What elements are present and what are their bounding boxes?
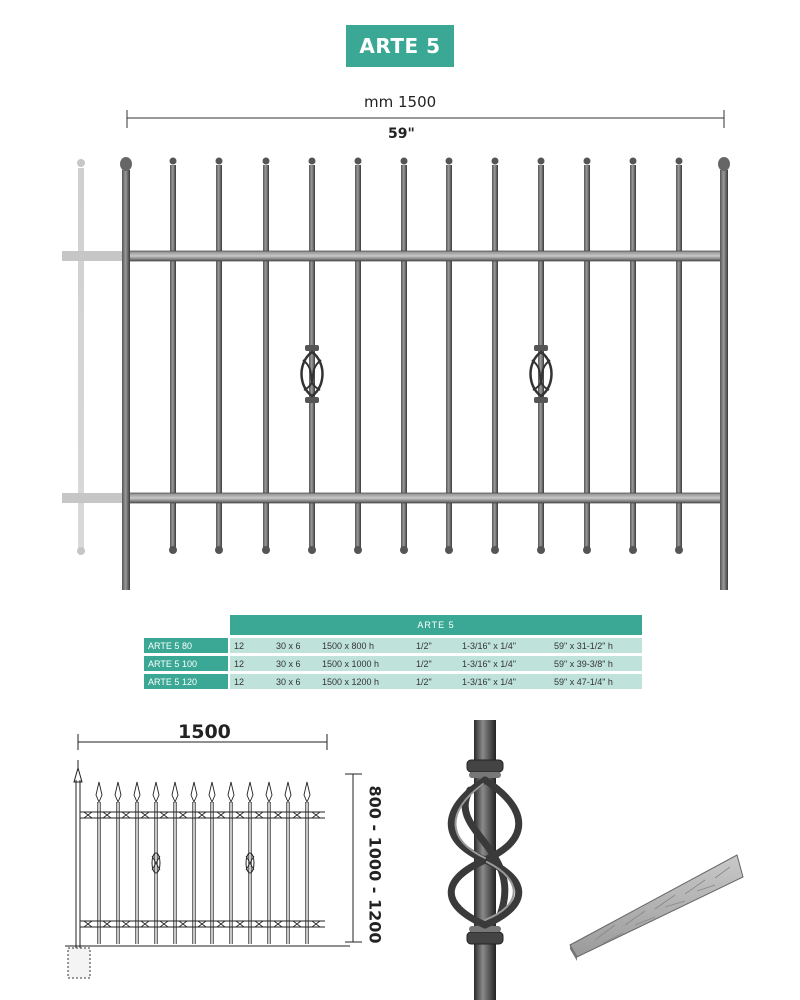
elevation-picket xyxy=(228,782,234,944)
elevation-basket xyxy=(152,853,160,873)
page-title: ARTE 5 xyxy=(346,25,454,67)
top-dimension-line xyxy=(127,110,724,128)
cell-flat: 30 x 6 xyxy=(272,638,318,653)
elevation-picket xyxy=(172,782,178,944)
cell-flat: 30 x 6 xyxy=(272,656,318,671)
post-foundation xyxy=(68,948,90,978)
cell-flat: 30 x 6 xyxy=(272,674,318,689)
row-name: ARTE 5 xyxy=(148,658,180,669)
elevation-height-label: 800 - 1000 - 1200 xyxy=(365,785,385,944)
elevation-basket xyxy=(246,853,254,873)
right-post xyxy=(718,157,730,590)
row-name: ARTE 5 xyxy=(148,676,180,687)
table-row xyxy=(144,674,642,689)
fence-elevation-drawing xyxy=(40,720,440,1000)
row-size: 120 xyxy=(182,676,198,687)
cell-flat-in: 1-3/16" x 1/4" xyxy=(458,638,550,653)
cell-bar-in: 1/2" xyxy=(412,638,458,653)
row-size: 80 xyxy=(182,640,193,651)
cell-bar-in: 1/2" xyxy=(412,656,458,671)
elevation-width-label: 1500 xyxy=(178,721,231,743)
adjacent-panel-ghost xyxy=(62,159,128,555)
top-dimension-metric: mm 1500 xyxy=(364,93,437,111)
cell-dims: 1500 x 1200 h xyxy=(318,674,412,689)
top-rail xyxy=(124,251,726,261)
bottom-rail xyxy=(124,493,726,503)
row-name: ARTE 5 xyxy=(148,640,180,651)
elevation-picket xyxy=(304,782,310,944)
table-row xyxy=(144,656,642,671)
cell-bar-in: 1/2" xyxy=(412,674,458,689)
top-dimension-imperial: 59" xyxy=(388,126,415,142)
elevation-picket xyxy=(191,782,197,944)
basket-twist-detail xyxy=(425,720,545,1000)
cell-bar: 12 xyxy=(230,638,272,653)
cell-dims-in: 59" x 39-3/8" h xyxy=(550,656,642,671)
cell-bar: 12 xyxy=(230,674,272,689)
spec-table xyxy=(144,612,642,692)
elevation-picket xyxy=(134,782,140,944)
cell-flat-in: 1-3/16" x 1/4" xyxy=(458,656,550,671)
cell-flat-in: 1-3/16" x 1/4" xyxy=(458,674,550,689)
cell-dims-in: 59" x 47-1/4" h xyxy=(550,674,642,689)
spec-table-header: ARTE 5 xyxy=(230,615,642,635)
elevation-pickets xyxy=(80,782,325,944)
cell-dims: 1500 x 1000 h xyxy=(318,656,412,671)
cell-dims-in: 59" x 31-1/2" h xyxy=(550,638,642,653)
cell-dims: 1500 x 800 h xyxy=(318,638,412,653)
row-size: 100 xyxy=(182,658,198,669)
elevation-picket xyxy=(266,782,272,944)
elevation-picket xyxy=(285,782,291,944)
cell-bar: 12 xyxy=(230,656,272,671)
left-post xyxy=(120,157,132,590)
elevation-picket xyxy=(115,782,121,944)
elevation-picket xyxy=(209,782,215,944)
table-row xyxy=(144,638,642,653)
flat-bar-texture-detail xyxy=(565,845,745,965)
elevation-picket xyxy=(96,782,102,944)
